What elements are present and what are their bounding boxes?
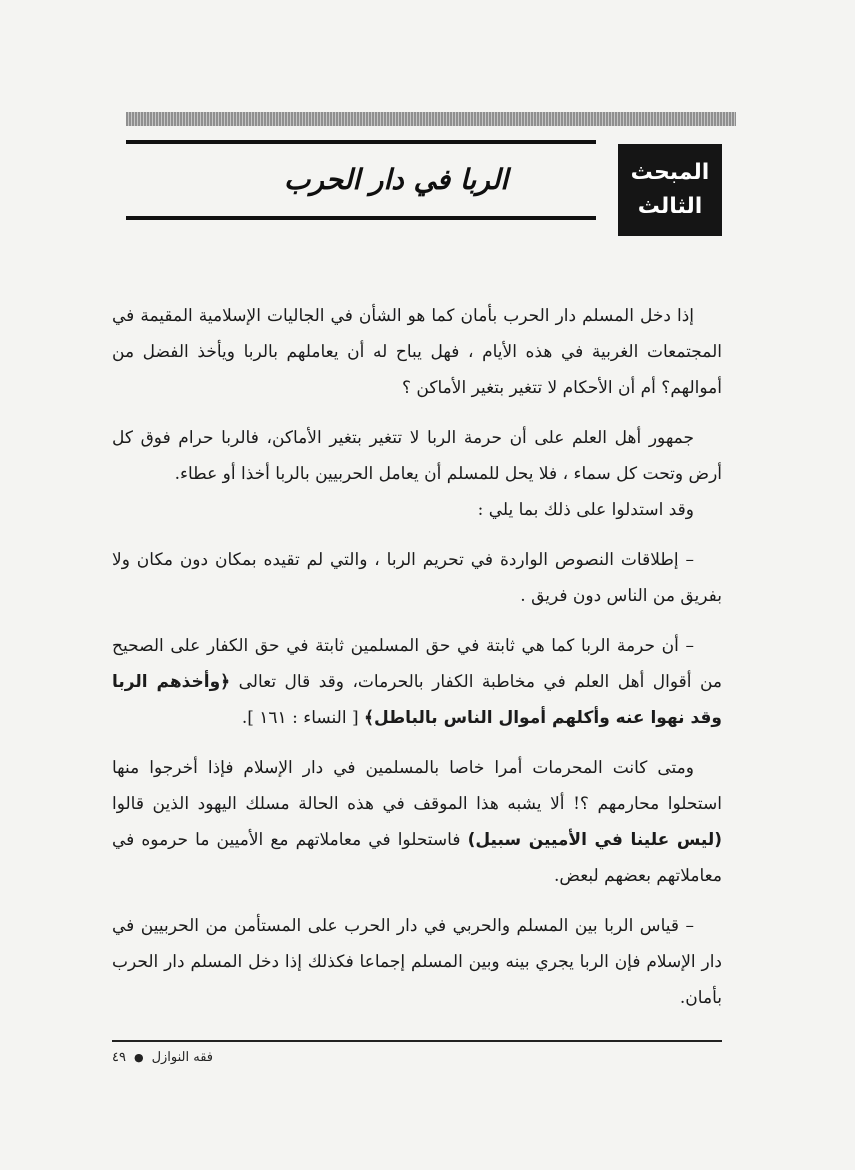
header-rule-bottom [126, 216, 596, 220]
page-footer [112, 1050, 213, 1065]
chapter-label-line1: المبحث [630, 160, 710, 185]
paragraph-7: – قياس الربا بين المسلم والحربي في دار الحرب على المستأمن من الحربيين في دار الإسلام فإن الربا يجري بينه وبين المسلم إجماعا فكذلك إذا دخل المسلم دار الحرب بأمان. [112, 916, 722, 1008]
chapter-label-line2: الثالث [637, 194, 703, 219]
paragraph-2: جمهور أهل العلم على أن حرمة الربا لا تتغير بتغير الأماكن، فالربا حرام فوق كل أرض وتحت كل سماء ، فلا يحل للمسلم أن يعامل الحربيين بالربا أخذا أو عطاء. [112, 428, 722, 484]
paragraph-1: إذا دخل المسلم دار الحرب بأمان كما هو الشأن في الجاليات الإسلامية المقيمة في المجتمعات الغربية في هذه الأيام ، فهل يباح له أن يعاملهم بالربا ويأخذ الفضل من أموالهم؟ أم أن الأحكام لا تتغير بتغير الأماكن ؟ [112, 306, 722, 398]
paragraph-5 [112, 628, 722, 736]
paragraph-5-text: – أن حرمة الربا كما هي ثابتة في حق المسلمين ثابتة في حق الكفار على الصحيح من أقوال أهل العلم في مخاطبة الكفار بالحرمات، وقد قال تعالى [112, 636, 723, 692]
paragraph-4: – إطلاقات النصوص الواردة في تحريم الربا ، والتي لم تقيده بمكان دون مكان ولا بفريق من الناس دون فريق . [112, 550, 722, 606]
quran-verse-2: (ليس علينا في الأميين سبيل) [467, 830, 722, 850]
paragraph-6-text-b: فاستحلوا في معاملاتهم مع الأميين ما حرموه في معاملاتهم بعضهم لبعض. [112, 830, 722, 886]
paragraph-6-text-a: ومتى كانت المحرمات أمرا خاصا بالمسلمين في دار الإسلام فإذا أخرجوا منها استحلوا محارمهم ؟! ألا يشبه هذا الموقف في هذه الحالة مسلك اليهود الذين قالوا [112, 758, 722, 814]
chapter-header [0, 0, 855, 250]
quran-reference-1: [ النساء : ١٦١ ]. [241, 708, 359, 728]
footer-rule [112, 1040, 722, 1042]
chapter-title: الربا في دار الحرب [283, 163, 508, 196]
footer-book-title: فقه النوازل [151, 1050, 214, 1065]
chapter-label-box [618, 144, 722, 236]
header-rule-top [126, 140, 596, 144]
body-text [112, 298, 722, 1016]
quran-verse-1: ﴿وأخذهم الربا وقد نهوا عنه وأكلهم أموال الناس بالباطل﴾ [112, 672, 722, 728]
page-number: ٤٩ [112, 1050, 126, 1065]
paragraph-6 [112, 750, 722, 894]
bullet-dot-icon: ● [133, 1051, 144, 1064]
paragraph-3: وقد استدلوا على ذلك بما يلي : [477, 500, 694, 520]
